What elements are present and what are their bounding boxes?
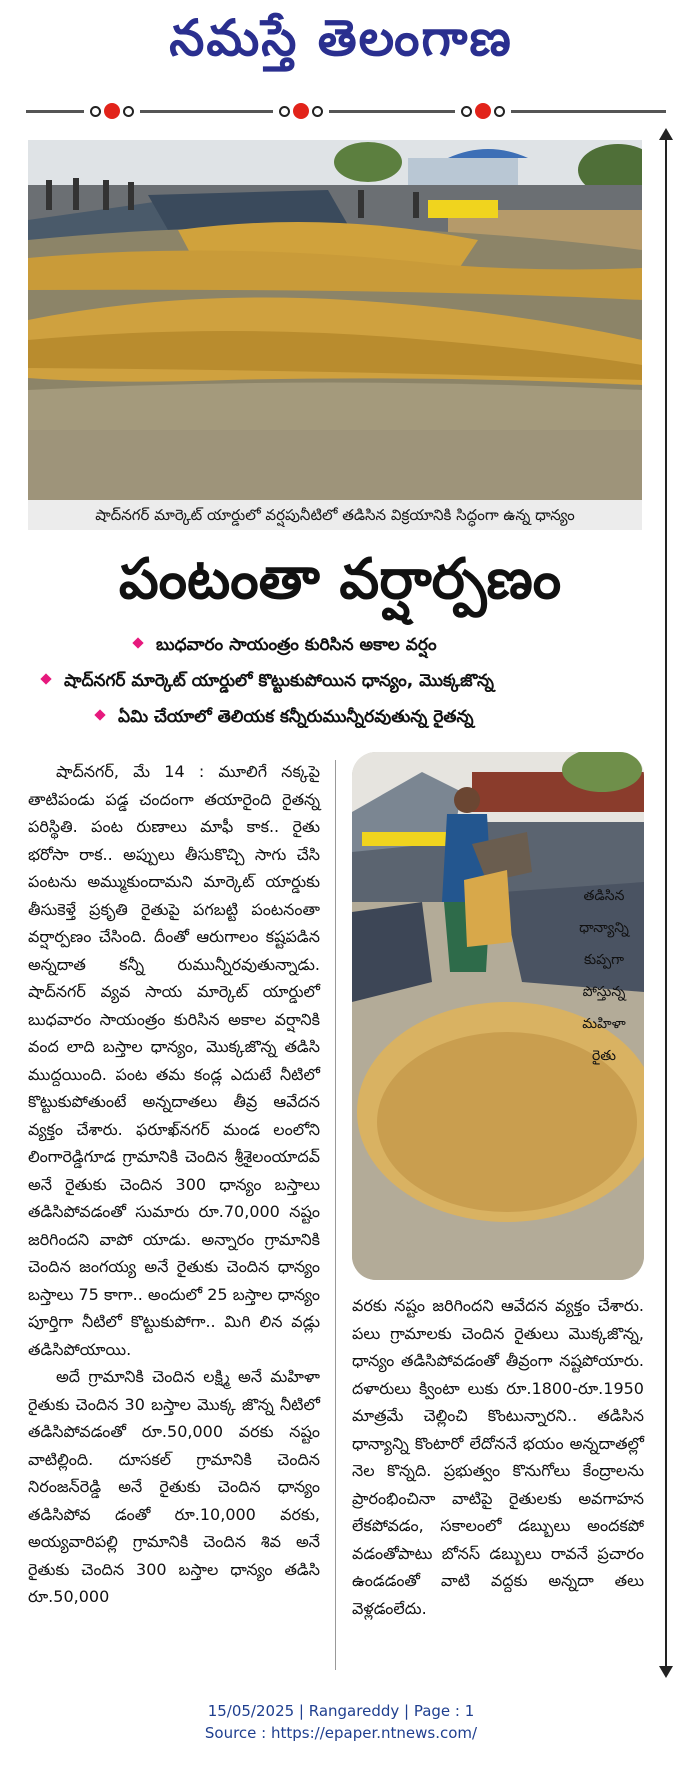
ornament-dots xyxy=(273,103,329,119)
article-column-left xyxy=(28,758,320,1611)
diamond-bullet-icon xyxy=(94,709,105,720)
article-paragraph: వరకు నష్టం జరిగిందని ఆవేదన వ్యక్తం చేశారు. పలు గ్రామాలకు చెందిన రైతులు మొక్కజొన్న, ధాన్యం తడిసిపోవడంతో తీవ్రంగా నష్టపోయారు. దళారులు క్వింటా లుకు రూ.1800-రూ.1950 మాత్రమే చెల్లించి కొంటున్నారని.. తడిసిన ధాన్యాన్ని కొంటారో లేదోననే భయం అన్నదాతల్లో నెల కొన్నది. ప్రభుత్వం కొనుగోలు కేంద్రాలను ప్రారంభించినా వాటిపై రైతులకు అవగాహన లేకపోవడం, సకాలంలో డబ్బులు అందకపో వడంతోపాటు బోనస్ డబ్బులు రావనే ప్రచారం ఉండడంతో వాటి వద్దకు అన్నదా తలు వెళ్లడంలేదు. xyxy=(352,1296,644,1618)
page-footer xyxy=(0,1700,682,1744)
inset-photo-caption: తడిసిన ధాన్యాన్ని కుప్పగా పోస్తున్న మహిళా రైతు xyxy=(579,888,629,1064)
subhead-bullet: బుధవారం సాయంత్రం కురిసిన అకాల వర్షం xyxy=(134,632,437,658)
column-span-arrow xyxy=(665,138,667,1668)
column-divider xyxy=(335,760,336,1670)
headline: పంటంతా వర్షార్పణం xyxy=(118,547,562,612)
article-paragraph: అదే గ్రామానికి చెందిన లక్ష్మి అనే మహిళా రైతుకు చెందిన 30 బస్తాల మొక్క జొన్న నీటిలో తడిసిపోవడంతో రూ.50,000 వరకు నష్టం వాటిల్లింది. దూసకల్ గ్రామానికి చెందిన నిరంజన్‌రెడ్డి అనే రైతుకు చెందిన ధాన్యం తడిసిపోవ డంతో రూ.10,000 వరకు, అయ్యవారిపల్లి గ్రామానికి చెందిన శివ అనే రైతుకు చెందిన 300 బస్తాల ధాన్యం తడిసి రూ.50,000 xyxy=(28,1367,320,1606)
subhead-bullet: ఏమి చేయాలో తెలియక కన్నీరుమున్నీరవుతున్న రైతన్న xyxy=(96,704,474,730)
ornament-dots xyxy=(84,103,140,119)
market-yard-photo xyxy=(28,140,642,500)
newspaper-logo: నమస్తే తెలంగాణ xyxy=(169,8,513,67)
article-column-right xyxy=(352,1292,644,1622)
footer-edition-info: 15/05/2025 | Rangareddy | Page : 1 xyxy=(207,1702,475,1720)
masthead xyxy=(0,0,682,100)
article-paragraph: షాద్‌నగర్, మే 14 : మూలిగే నక్కపై తాటిపండు పడ్డ చందంగా తయారైంది రైతన్న పరిస్థితి. పంట రుణాలు మాఫీ కాక.. రైతు భరోసా రాక.. అప్పులు తీసుకొచ్చి సాగు చేసి పంటను అమ్ముకుందామని మార్కెట్ యార్డుకు తీసుకెళ్తే ప్రకృతి రైతుపై పగబట్టి పంటనంతా వర్షార్పణం చేసింది. దీంతో ఆరుగాలం కష్టపడిన అన్నదాత కన్నీ రుమున్నీరవుతున్నాడు. షాద్‌నగర్ వ్యవ సాయ మార్కెట్ యార్డులో బుధవారం సాయంత్రం కురిసిన అకాల వర్షానికి వంద లాది బస్తాల ధాన్యం, మొక్కజొన్న తడిసి ముద్దయింది. పంట తమ కండ్ల ఎదుటే నీటిలో కొట్టుకుపోతుంటే అన్నదాతలు తీవ్ర ఆవేదన వ్యక్తం చేశారు. ఫరూఖ్‌నగర్ మండ లంలోని లింగారెడ్డిగూడ గ్రామానికి చెందిన శ్రీశైలంయాదవ్ అనే రైతుకు చెందిన 300 ధాన్యం బస్తాలు తడిసిపోవడంతో సుమారు రూ.70,000 నష్టం జరిగిందని వాపో యాడు. అన్నారం గ్రామానికి చెందిన జంగయ్య అనే రైతుకు చెందిన ధాన్యం బస్తాలు 75 కాగా.. అందులో 25 బస్తాల ధాన్యం పూర్తిగా నీటిలో కొట్టుకుపోగా.. మిగి లిన వడ్లు తడిసిపోయాయి. xyxy=(28,762,320,1359)
subhead-bullet: షాద్‌నగర్ మార్కెట్ యార్డులో కొట్టుకుపోయిన ధాన్యం, మొక్కజొన్న xyxy=(42,668,494,694)
ornament-dots xyxy=(455,103,511,119)
footer-source[interactable]: Source : https://epaper.ntnews.com/ xyxy=(204,1724,478,1742)
diamond-bullet-icon xyxy=(132,637,143,648)
diamond-bullet-icon xyxy=(40,673,51,684)
photo-caption: షాద్‌నగర్ మార్కెట్ యార్డులో వర్షపునీటిలో తడిసిన విక్రయానికి సిద్ధంగా ఉన్న ధాన్యం xyxy=(28,500,642,530)
